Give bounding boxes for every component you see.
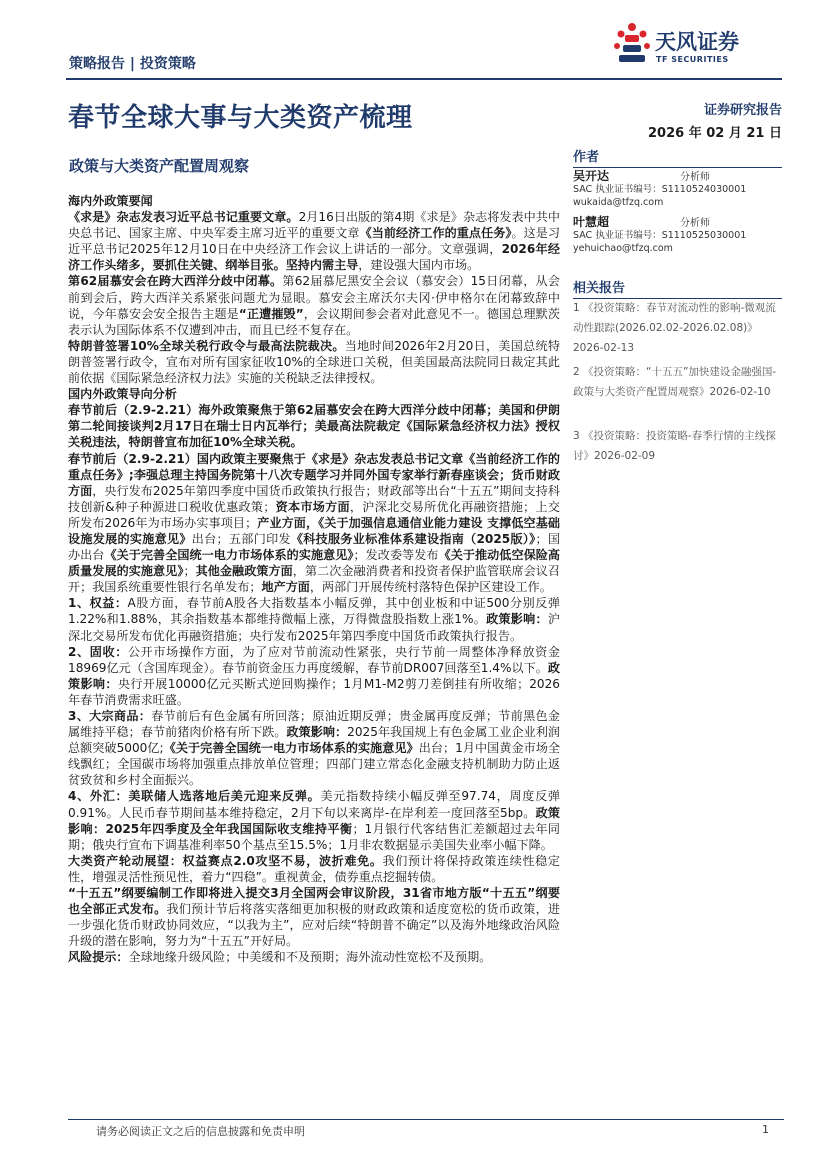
author-name: 叶慧超 — [573, 215, 610, 229]
emphasis-text: 2026年经济工作头绪多，要抓住关键、纲举目张。坚持内需主导 — [68, 242, 560, 273]
brand-name-cn: 天风证券 — [655, 30, 739, 54]
emphasis-text: 政策影响： — [486, 612, 548, 627]
paragraph-fx — [68, 788, 560, 852]
emphasis-text: 产业方面，《关于加强信息通信业能力建设 支撑低空基础设施发展的实施意见》 — [68, 515, 560, 546]
brand-name-en: TF SECURITIES — [656, 55, 729, 64]
body-text: ，建设强大国内市场。 — [358, 258, 480, 273]
author-card — [573, 216, 782, 255]
report-subtitle: 政策与大类资产配置周观察 — [69, 157, 250, 175]
disclaimer-note: 请务必阅读正文之后的信息披露和免责申明 — [96, 1125, 305, 1138]
section-heading-overseas: 海内外政策要闻 — [68, 194, 153, 208]
body-text: ，第二次金融消费者和投资者保护监管联席会议召开；我国系统重要性银行名单发布； — [68, 564, 560, 595]
report-series: 策略报告 | 投资策略 — [69, 56, 196, 72]
author-card — [573, 170, 782, 209]
emphasis-text: 资本市场方面 — [275, 499, 350, 514]
paragraph-risk — [68, 949, 560, 965]
author-role: 分析师 — [680, 218, 710, 229]
body-text: 我们预计节后将落实落细更加积极的财政政策和适度宽松的货币政策，进一步强化货币财政协同效应，“以我为主”，应对后续“特朗普不确定”以及海外地缘政治风险升级的潜在影响，努力为“十五五”开好局。 — [68, 902, 560, 949]
body-text: ； — [183, 564, 196, 579]
emphasis-text: 《关于完善全国统一电力市场体系的实施意见》 — [104, 548, 354, 563]
body-text: ，两部门开展传统村落特色保护区建设工作。 — [309, 580, 552, 595]
emphasis-text: 2、固收： — [68, 644, 128, 659]
body-text: 2025年我国规上有色金属工业企业利润总额突破5000亿; — [68, 725, 560, 756]
emphasis-text: 特朗普签署10%全球关税行政令与最高法院裁决。 — [68, 338, 345, 353]
paragraph — [68, 273, 560, 337]
body-text: ，会议期间参会者对此意见不一。德国总理默茨表示认为国际体系不仅遭到冲击，而且已经不复存在。 — [68, 306, 560, 337]
emphasis-text: 3、大宗商品： — [68, 709, 152, 723]
paragraph — [68, 209, 560, 273]
body-text: 春节前后有色金属有所回落；原油近期反弹；贵金属再度反弹；节前黑色金属维持平稳；春节前猪肉价格有所下跌。 — [68, 709, 560, 740]
author-email[interactable]: yehuichao@tfzq.com — [573, 243, 673, 254]
report-date: 2026 年 02 月 21 日 — [648, 126, 782, 141]
paragraph-equity — [68, 595, 560, 643]
body-text: 出台；五部门印发 — [191, 531, 291, 546]
logo-mark-icon — [612, 22, 652, 68]
paragraph-commodities — [68, 708, 560, 788]
emphasis-text: “十五五”纲要编制工作即将进入提交3月全国两会审议阶段，31省市地方版“十五五”纲要也全部正式发布。 — [68, 886, 560, 917]
body-text: ；1月银行代客结售汇差额超过去年同期；俄央行宣布下调基准利率50个基点至15.5%；1月非农数据显示美国失业率小幅下降。 — [68, 821, 560, 852]
related-report-item[interactable]: 3 《投资策略：投资策略-春季行情的主线探讨》2026-02-09 — [573, 430, 776, 462]
paragraph-plan — [68, 885, 560, 949]
paragraph — [68, 338, 560, 386]
author-name: 吴开达 — [573, 169, 610, 183]
paragraph — [68, 402, 560, 450]
emphasis-text: 政策影响： — [286, 725, 348, 740]
related-report-item[interactable]: 1 《投资策略：春节对流动性的影响-微观流动性跟踪(2026.02.02-2026.02.08)》2026-02-13 — [573, 302, 776, 354]
body-text: 。这是习近平总书记2025年12月10日在中央经济工作会议上讲话的一部分。文章强调， — [68, 226, 560, 257]
related-report-item[interactable]: 2 《投资策略：“十五五”加快建设金融强国-政策与大类资产配置周观察》2026-02-10 — [573, 366, 777, 398]
emphasis-text: 货币财政方面 — [68, 467, 560, 498]
body-text: 我们预计将保持政策连续性稳定性，增强灵活性预见性，着力“四稳”。重视黄金，债券重点挖掘转债。 — [68, 853, 560, 884]
paragraph — [68, 451, 560, 596]
body-text: 全球地缘升级风险；中美缓和不及预期；海外流动性宽松不及预期。 — [128, 950, 492, 965]
body-text: 2月16日出版的第4期《求是》杂志将发表中共中央总书记、国家主席、中央军委主席习近平的重要文章 — [68, 210, 560, 241]
emphasis-text: 《关于推动低空保险高质量发展的实施意见》 — [68, 548, 560, 579]
body-text: 沪深北交易所发布优化再融资措施；央行发布2025年第四季度中国货币政策执行报告。 — [68, 612, 560, 643]
emphasis-text: 春节前后（2.9-2.21）海外政策聚焦于第62届慕安会在跨大西洋分歧中闭幕；美国和伊朗第二轮间接谈判2月17日在瑞士日内瓦举行；美最高法院裁定《国际紧急经济权力法》授权关税违法，特朗普宣布加征10%全球关税。 — [68, 403, 560, 450]
body-text: ；发改委等发布 — [353, 548, 439, 563]
body-text: 第62届慕尼黑安全会议（慕安会）15日闭幕，从会前到会后，跨大西洋关系紧张问题尤为显眼。慕安会主席沃尔夫冈·伊申格尔在闭幕致辞中说，今年慕安会安全报告主题是 — [68, 274, 560, 321]
body-text: ，沪深北交易所优化再融资措施；上交所发布2026年为市场办实事项目； — [68, 499, 560, 530]
header-divider — [66, 78, 782, 80]
report-type: 证券研究报告 — [703, 103, 782, 118]
emphasis-text: 其他金融政策方面 — [195, 564, 293, 579]
emphasis-text: 大类资产轮动展望：权益赛点2.0攻坚不易，波折难免。 — [68, 853, 383, 868]
author-role: 分析师 — [680, 172, 710, 183]
authors-heading: 作者 — [573, 146, 782, 168]
emphasis-text: 1、权益： — [68, 596, 128, 611]
body-text: 公开市场操作方面，为了应对节前流动性紧张，央行节前一周整体净释放资金18969亿元（含国库现金）。春节前资金压力再度缓解，春节前DR007回落至1.4%以下。 — [68, 644, 560, 675]
emphasis-text: 第62届慕安会在跨大西洋分歧中闭幕。 — [68, 274, 283, 289]
report-body — [68, 193, 560, 966]
body-text: A股方面，春节前A股各大指数基本小幅反弹，其中创业板和中证500分别反弹1.22%和1.88%，其余指数基本都维持微幅上涨，万得微盘股指数上涨1%。 — [68, 596, 560, 627]
paragraph-outlook — [68, 853, 560, 885]
body-text: 美元指数持续小幅反弹至97.74，周度反弹0.91%。人民币春节期间基本维持稳定，2月下旬以来离岸-在岸利差一度回落至5bp。 — [68, 789, 561, 820]
body-text: ；国办出台 — [68, 531, 560, 563]
body-text: ，央行发布2025年第四季度中国货币政策执行报告；财政部等出台“十五五”期间支持科技创新&种子种源进口税收优惠政策； — [68, 483, 560, 514]
footer-divider — [68, 1119, 784, 1120]
emphasis-text: 政策影响：2025年四季度及全年我国国际收支维持平衡 — [68, 805, 560, 836]
author-license: SAC 执业证书编号：S1110524030001 — [573, 184, 747, 195]
author-email[interactable]: wukaida@tfzq.com — [573, 197, 664, 208]
emphasis-text: 政策影响： — [68, 660, 560, 691]
body-text: 当地时间2026年2月20日，美国总统特朗普签署行政令，宣布对所有国家征收10%的全球进口关税，但美国最高法院同日裁定其此前依据《国际紧急经济权力法》实施的关税缺乏法律授权。 — [68, 338, 560, 386]
related-reports-heading: 相关报告 — [573, 277, 782, 299]
emphasis-text: 风险提示： — [68, 950, 129, 965]
report-title: 春节全球大事与大类资产梳理 — [68, 103, 413, 133]
section-heading-domestic: 国内外政策导向分析 — [68, 387, 177, 402]
emphasis-text: 《科技服务业标准体系建设指南（2025版）》 — [290, 531, 536, 546]
emphasis-text: “正遭摧毁” — [238, 306, 304, 321]
emphasis-text: 春节前后（2.9-2.21）国内政策主要聚焦于《求是》杂志发表总书记文章《当前经济工作的重点任务》;李强总理主持国务院第十八次专题学习并同外国专家举行新春座谈会； — [68, 451, 560, 482]
emphasis-text: 《关于完善全国统一电力市场体系的实施意见》 — [163, 741, 419, 756]
body-text: 出台；1月中国黄金市场全线飘红；全国碳市场将加强重点排放单位管理；四部门建立常态化金融支持机制助力防止返贫致贫和乡村全面振兴。 — [68, 741, 560, 788]
body-text: 央行开展10000亿元买断式逆回购操作；1月M1-M2剪刀差倒挂有所收缩；2026年春节消费需求旺盛。 — [68, 676, 560, 707]
paragraph-fixed-income — [68, 644, 560, 708]
emphasis-text: 《当前经济工作的重点任务》 — [359, 226, 512, 241]
author-license: SAC 执业证书编号：S1110525030001 — [573, 230, 747, 241]
page-number: 1 — [762, 1123, 769, 1136]
brand-logo — [612, 22, 782, 72]
emphasis-text: 4、外汇：美联储人选落地后美元迎来反弹。 — [68, 789, 321, 804]
emphasis-text: 《求是》杂志发表习近平总书记重要文章。 — [68, 210, 299, 225]
emphasis-text: 地产方面 — [261, 580, 310, 595]
